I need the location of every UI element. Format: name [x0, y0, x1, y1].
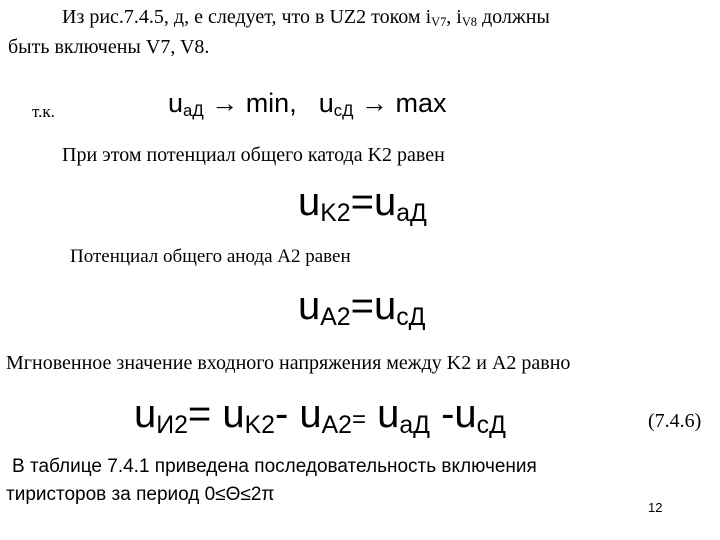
separator-text: , i	[446, 6, 462, 28]
equation-1	[298, 180, 427, 228]
paragraph-1-text: Из рис.7.4.5, д, е следует, что в UZ2 током i	[62, 6, 432, 28]
paragraph-1-end: должны	[477, 6, 550, 28]
eq3-sub-a2: A2	[321, 412, 352, 440]
formula-var: u	[318, 88, 334, 118]
paragraph-2: При этом потенциал общего катода K2 равен	[62, 144, 445, 166]
equation-3	[134, 392, 506, 440]
condition-formula	[168, 88, 446, 119]
paragraph-3: Потенциал общего анода A2 равен	[70, 246, 351, 267]
condition-label: т.к.	[32, 102, 55, 121]
eq1-sub-k2: K2	[320, 200, 351, 228]
subscript-v8: V8	[461, 15, 477, 30]
subscript-v7: V7	[431, 15, 447, 30]
eq3-var: u	[299, 392, 322, 436]
equation-2	[298, 284, 426, 332]
formula-max: → max	[360, 88, 447, 118]
formula-sub-cd: cД	[333, 101, 354, 121]
page-number: 12	[648, 500, 663, 515]
equation-number: (7.4.6)	[648, 410, 702, 432]
eq3-minus: -	[441, 392, 455, 436]
eq3-minus: -	[274, 392, 300, 436]
paragraph-5-line-2: тиристоров за период 0≤Θ≤2π	[6, 484, 275, 505]
formula-min: → min,	[211, 88, 297, 118]
eq3-var: u	[454, 392, 477, 436]
eq3-sub-cd: cД	[476, 412, 506, 440]
formula-var: u	[168, 88, 184, 118]
eq1-equals: =	[350, 180, 374, 224]
eq2-sub-a2: A2	[320, 304, 351, 332]
eq3-var: u	[377, 392, 400, 436]
eq2-var: u	[298, 284, 321, 328]
paragraph-5-line-1: В таблице 7.4.1 приведена последовательность включения	[12, 456, 537, 477]
eq1-var-2: u	[373, 180, 397, 224]
formula-sub-ad: aД	[183, 101, 204, 121]
eq1-var: u	[298, 180, 321, 224]
eq3-equals-small: =	[351, 406, 366, 433]
eq3-var: u	[222, 392, 245, 436]
paragraph-1-line-2: быть включены V7, V8.	[8, 36, 210, 58]
eq3-sub-ad: aД	[399, 412, 430, 440]
eq3-sub-i2: И2	[156, 412, 188, 440]
eq2-equals: =	[350, 284, 374, 328]
eq1-sub-ad: aД	[396, 200, 427, 228]
paragraph-1-line-1	[62, 6, 550, 29]
eq2-sub-cd: cД	[396, 304, 426, 332]
eq3-equals: =	[187, 392, 223, 436]
eq3-var: u	[134, 392, 157, 436]
eq2-var-2: u	[373, 284, 397, 328]
eq3-sub-k2: K2	[244, 412, 275, 440]
paragraph-4: Мгновенное значение входного напряжения между K2 и A2 равно	[6, 352, 571, 374]
